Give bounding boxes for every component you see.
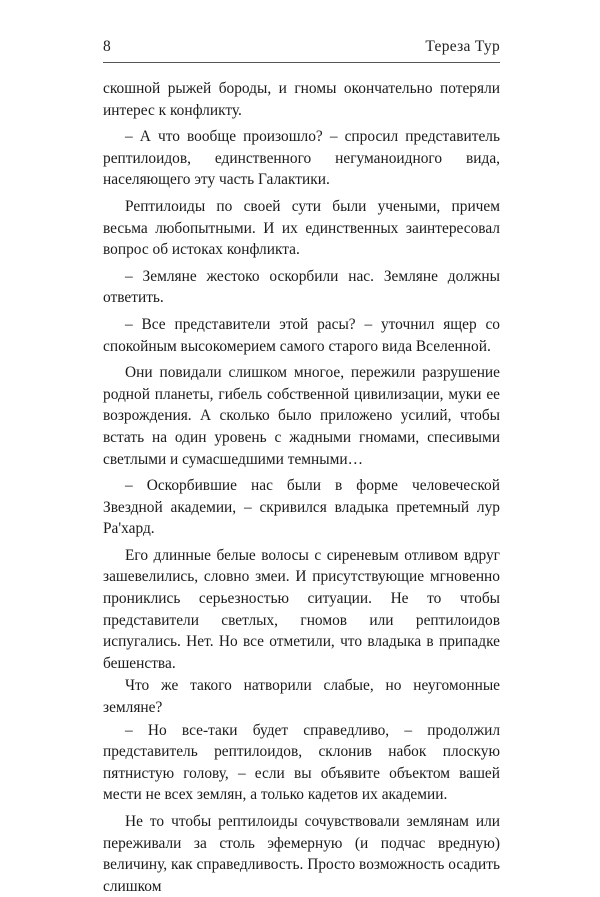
paragraph-7: – Оскорбившие нас были в форме человеческой Звездной академии, – скривился владыка претемный лур Ра'хард. (103, 477, 500, 538)
paragraph-4: – Земляне жестоко оскорбили нас. Земляне должны ответить. (103, 267, 500, 307)
running-title-author: Тереза Тур (425, 38, 500, 55)
paragraph-10: – Но все-таки будет справедливо, – продолжил представитель рептилоидов, склонив набок плоскую пятнистую голову, – если вы объявите объектом вашей мести не всех землян, а только кадетов их академии. (103, 721, 500, 804)
body-text (103, 78, 500, 897)
paragraph-3: Рептилоиды по своей сути были учеными, причем весьма любопытными. И их единственных заинтересовал вопрос об истоках конфликта. (103, 197, 500, 259)
paragraph-9: Что же такого натворили слабые, но неугомонные земляне? (103, 677, 500, 717)
paragraph-11: Не то чтобы рептилоиды сочувствовали землянам или переживали за столь эфемерную (и подчас вредную) величину, как справедливость. Просто возможность осадить слишком (103, 813, 500, 895)
paragraph-2: – А что вообще произошло? – спросил представитель рептилоидов, единственного негуманоидного вида, населяющего эту часть Галактики. (103, 128, 500, 189)
header-rule (103, 62, 500, 63)
running-header (103, 38, 500, 62)
page-number: 8 (103, 38, 111, 55)
paragraph-5: – Все представители этой расы? – уточнил ящер со спокойным высокомерием самого старого вида Вселенной. (103, 315, 500, 355)
paragraph-6: Они повидали слишком многое, пережили разрушение родной планеты, гибель собственной цивилизации, муки ее возрождения. А сколько было приложено усилий, чтобы встать на один уровень с жадными гномами, спесивыми светлыми и сумасшедшими темными… (103, 364, 500, 468)
paragraph-8: Его длинные белые волосы с сиреневым отливом вдруг зашевелились, словно змеи. И присутствующие мгновенно прониклись серьезностью ситуации. Не то чтобы представители светлых, гномов или рептилоидов испугались. Нет. Но все отметили, что владыка в припадке бешенства. (103, 546, 500, 672)
paragraph-1: скошной рыжей бороды, и гномы окончательно потеряли интерес к конфликту. (103, 80, 500, 119)
